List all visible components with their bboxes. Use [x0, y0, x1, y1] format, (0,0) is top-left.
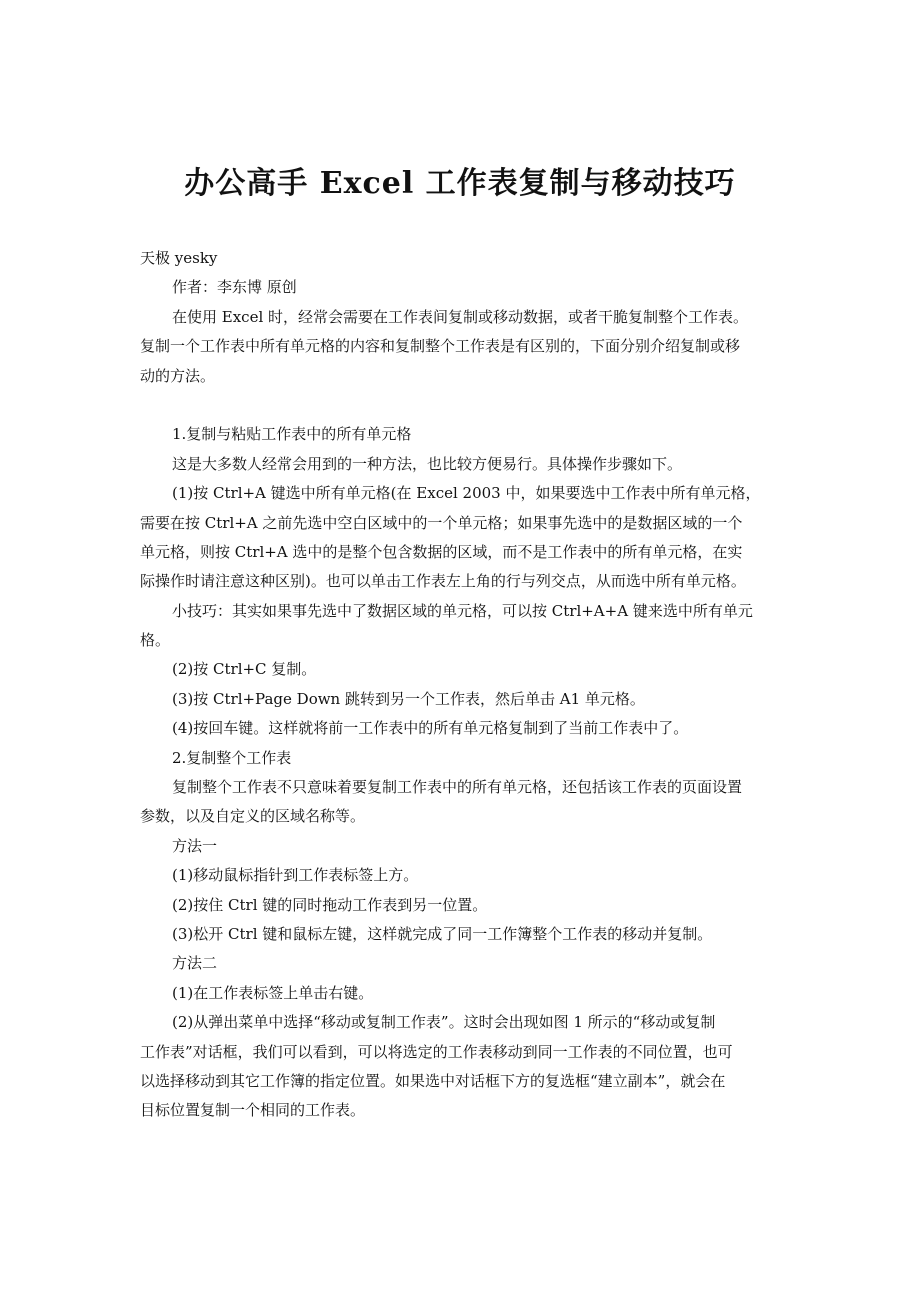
text-line: (3)松开 Ctrl 键和鼠标左键，这样就完成了同一工作簿整个工作表的移动并复制。 — [172, 924, 713, 943]
document-title: 办公高手 Excel 工作表复制与移动技巧 — [184, 166, 736, 201]
text-line: 动的方法。 — [140, 366, 216, 385]
text-line: (2)按住 Ctrl 键的同时拖动工作表到另一位置。 — [172, 895, 488, 914]
text-line: 天极 yesky — [140, 249, 218, 267]
text-line: 目标位置复制一个相同的工作表。 — [140, 1101, 366, 1120]
text-line: (3)按 Ctrl+Page Down 跳转到另一个工作表，然后单击 A1 单元格。 — [172, 689, 645, 708]
text-line: 复制整个工作表不只意味着要复制工作表中的所有单元格，还包括该工作表的页面设置 — [172, 778, 743, 797]
text-line: 单元格，则按 Ctrl+A 选中的是整个包含数据的区域，而不是工作表中的所有单元格，在实 — [140, 542, 743, 561]
text-line: 在使用 Excel 时，经常会需要在工作表间复制或移动数据，或者干脆复制整个工作表。 — [172, 307, 749, 326]
text-line: (1)按 Ctrl+A 键选中所有单元格(在 Excel 2003 中，如果要选中工作表中所有单元格， — [172, 484, 761, 503]
text-line: 1.复制与粘贴工作表中的所有单元格 — [172, 425, 412, 444]
text-line: 方法二 — [172, 954, 218, 973]
text-line: 参数，以及自定义的区域名称等。 — [140, 807, 366, 826]
text-line: 方法一 — [172, 836, 218, 855]
text-line: (1)在工作表标签上单击右键。 — [172, 983, 374, 1002]
text-line: 格。 — [140, 631, 171, 650]
text-line: 作者：李东博 原创 — [172, 278, 297, 297]
text-line: (2)从弹出菜单中选择“移动或复制工作表”。这时会出现如图 1 所示的“移动或复制 — [172, 1013, 716, 1032]
text-line: 小技巧：其实如果事先选中了数据区域的单元格，可以按 Ctrl+A+A 键来选中所有单元 — [172, 601, 753, 620]
text-line: 以选择移动到其它工作簿的指定位置。如果选中对话框下方的复选框“建立副本”，就会在 — [140, 1071, 726, 1090]
text-line: (2)按 Ctrl+C 复制。 — [172, 660, 317, 679]
text-line: 工作表”对话框，我们可以看到，可以将选定的工作表移动到同一工作表的不同位置，也可 — [140, 1042, 733, 1061]
text-line: (1)移动鼠标指针到工作表标签上方。 — [172, 866, 419, 885]
text-line: 2.复制整个工作表 — [172, 748, 292, 767]
text-line: 需要在按 Ctrl+A 之前先选中空白区域中的一个单元格；如果事先选中的是数据区域的一个 — [140, 513, 743, 532]
text-line: 际操作时请注意这种区别)。也可以单击工作表左上角的行与列交点，从而选中所有单元格。 — [140, 572, 746, 591]
text-line: 复制一个工作表中所有单元格的内容和复制整个工作表是有区别的，下面分别介绍复制或移 — [140, 337, 741, 356]
text-line: (4)按回车键。这样就将前一工作表中的所有单元格复制到了当前工作表中了。 — [172, 719, 689, 738]
text-line: 这是大多数人经常会用到的一种方法，也比较方便易行。具体操作步骤如下。 — [172, 454, 683, 473]
document-body — [140, 244, 785, 1126]
paragraph-spacer — [140, 391, 785, 420]
